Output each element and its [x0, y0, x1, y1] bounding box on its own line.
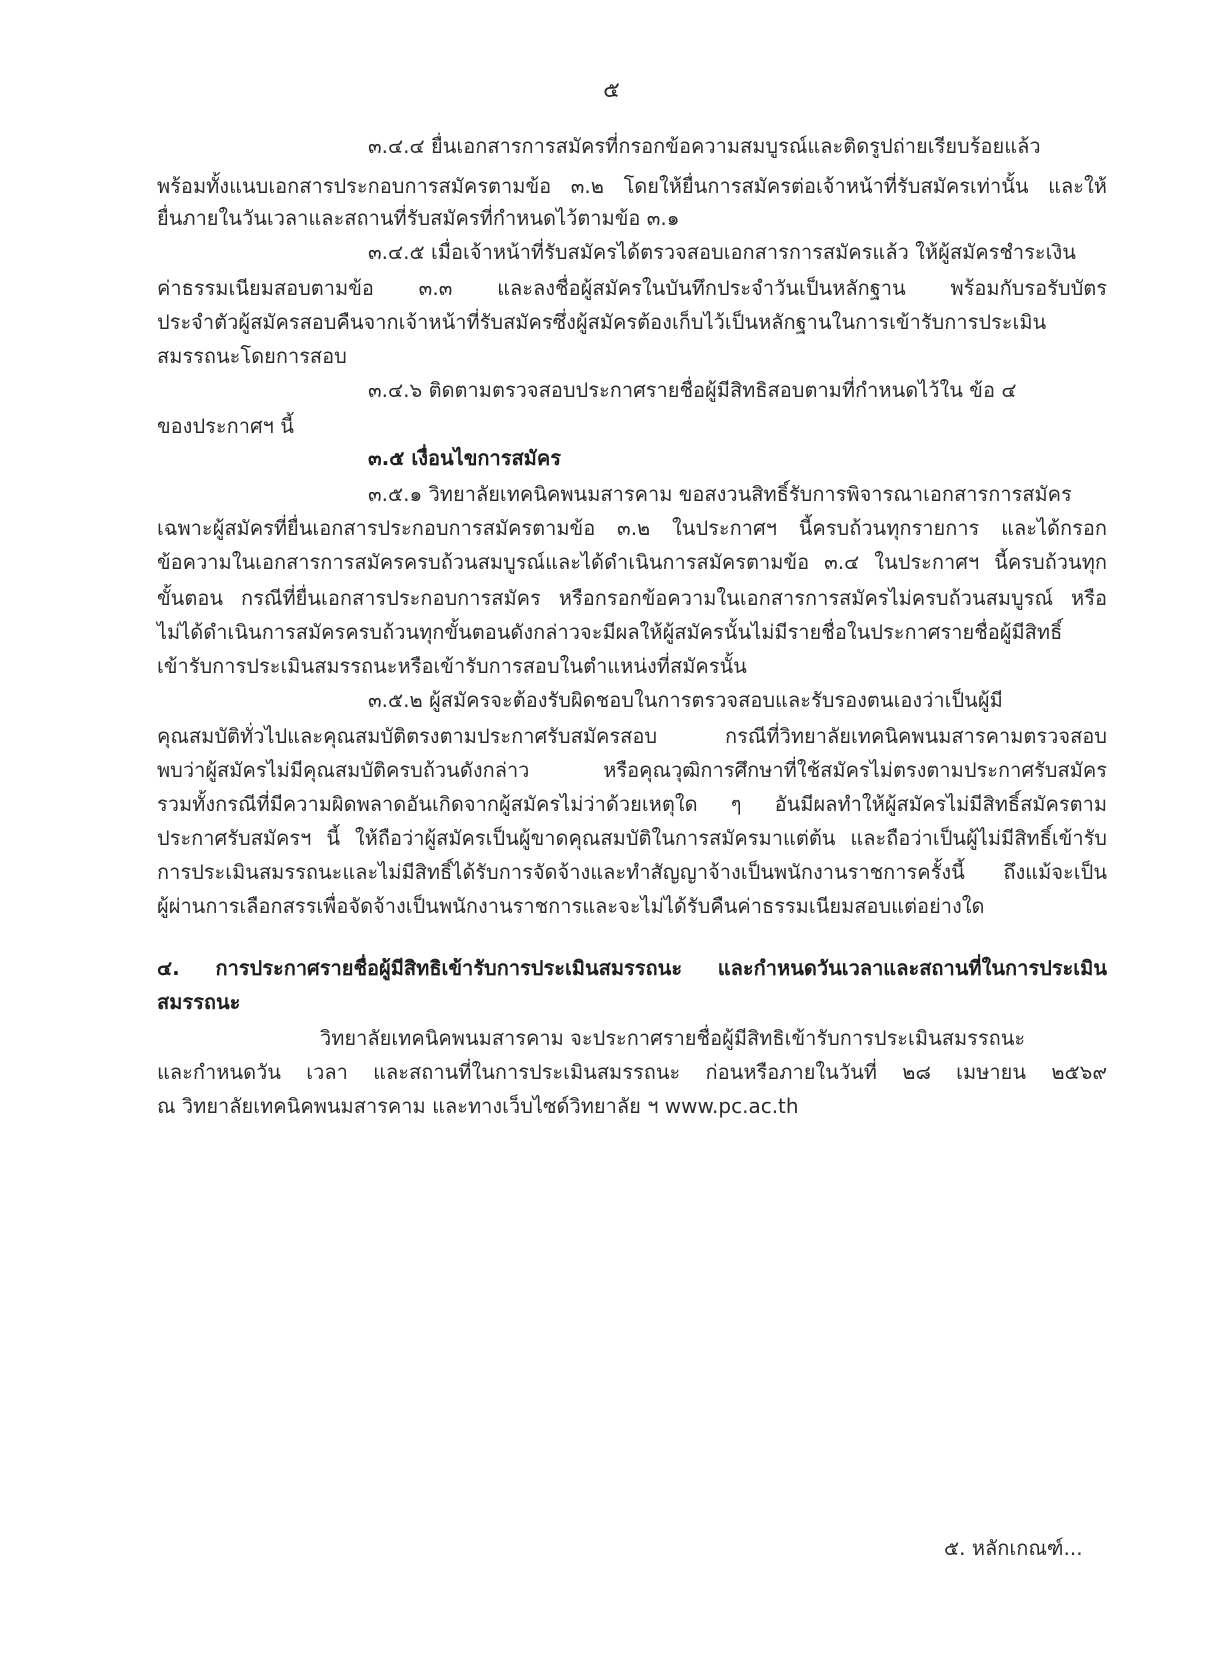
item-3-5-2-line-1: ๓.๕.๒ ผู้สมัครจะต้องรับผิดชอบในการตรวจสอบและรับรองตนเองว่าเป็นผู้มี [368, 688, 1003, 712]
item-3-5-1-line-5: ไม่ได้ดำเนินการสมัครครบถ้วนทุกขั้นตอนดังกล่าวจะมีผลให้ผู้สมัครนั้นไม่มีรายชื่อในประกาศรายชื่อผู้มีสิทธิ์ [157, 620, 1063, 644]
continuation-note: ๕. หลักเกณฑ์... [944, 1536, 1083, 1560]
item-3-5-1-line-1: ๓.๕.๑ วิทยาลัยเทคนิคพนมสารคาม ขอสงวนสิทธิ์รับการพิจารณาเอกสารการสมัคร [368, 482, 1072, 506]
item-3-5-2-line-4: รวมทั้งกรณีที่มีความผิดพลาดอันเกิดจากผู้สมัครไม่ว่าด้วยเหตุใด ๆ อันมีผลทำให้ผู้สมัครไม่มีสิทธิ์สมัครตาม [157, 792, 1107, 816]
item-3-4-5-line-1: ๓.๔.๕ เมื่อเจ้าหน้าที่รับสมัครได้ตรวจสอบเอกสารการสมัครแล้ว ให้ผู้สมัครชำระเงิน [368, 240, 1076, 264]
section-4-body-line-1: วิทยาลัยเทคนิคพนมสารคาม จะประกาศรายชื่อผู้มีสิทธิเข้ารับการประเมินสมรรถนะ [320, 1026, 1026, 1050]
section-4-heading-line-1: ๔. การประกาศรายชื่อผู้มีสิทธิเข้ารับการประเมินสมรรถนะ และกำหนดวันเวลาและสถานที่ในการประเมิน [157, 956, 1107, 980]
item-3-4-6-line-2: ของประกาศฯ นี้ [157, 414, 294, 438]
item-3-4-5-line-3: ประจำตัวผู้สมัครสอบคืนจากเจ้าหน้าที่รับสมัครซึ่งผู้สมัครต้องเก็บไว้เป็นหลักฐานในการเข้ารับการประเมิน [157, 310, 1047, 334]
section-4-heading-line-2: สมรรถนะ [157, 990, 241, 1014]
item-3-5-2-line-7: ผู้ผ่านการเลือกสรรเพื่อจัดจ้างเป็นพนักงานราชการและจะไม่ได้รับคืนค่าธรรมเนียมสอบแต่อย่างใด [157, 894, 985, 918]
item-3-5-2-line-5: ประกาศรับสมัครฯ นี้ ให้ถือว่าผู้สมัครเป็นผู้ขาดคุณสมบัติในการสมัครมาแต่ต้น และถือว่าเป็นผู้ไม่มีสิทธิ์เข้ารับ [157, 826, 1107, 850]
item-3-5-1-line-6: เข้ารับการประเมินสมรรถนะหรือเข้ารับการสอบในตำแหน่งที่สมัครนั้น [157, 654, 747, 678]
item-3-4-4-line-3: ยื่นภายในวันเวลาและสถานที่รับสมัครที่กำหนดไว้ตามข้อ ๓.๑ [157, 206, 680, 230]
item-3-5-1-line-2: เฉพาะผู้สมัครที่ยื่นเอกสารประกอบการสมัครตามข้อ ๓.๒ ในประกาศฯ นี้ครบถ้วนทุกรายการ และได้กรอก [157, 516, 1107, 540]
item-3-5-1-line-3: ข้อความในเอกสารการสมัครครบถ้วนสมบูรณ์และได้ดำเนินการสมัครตามข้อ ๓.๔ ในประกาศฯ นี้ครบถ้วนทุก [157, 550, 1107, 574]
item-3-5-1-line-4: ขั้นตอน กรณีที่ยื่นเอกสารประกอบการสมัคร หรือกรอกข้อความในเอกสารการสมัครไม่ครบถ้วนสมบูรณ์ หรือ [157, 586, 1107, 610]
item-3-5-2-line-2: คุณสมบัติทั่วไปและคุณสมบัติตรงตามประกาศรับสมัครสอบ กรณีที่วิทยาลัยเทคนิคพนมสารคามตรวจสอบ [157, 724, 1107, 748]
item-3-4-4-line-2: พร้อมทั้งแนบเอกสารประกอบการสมัครตามข้อ ๓.๒ โดยให้ยื่นการสมัครต่อเจ้าหน้าที่รับสมัครเท่านั้น และให้ [157, 174, 1107, 198]
item-3-4-4-line-1: ๓.๔.๔ ยื่นเอกสารการสมัครที่กรอกข้อความสมบูรณ์และติดรูปถ่ายเรียบร้อยแล้ว [368, 134, 1041, 158]
item-3-5-2-line-6: การประเมินสมรรถนะและไม่มีสิทธิ์ได้รับการจัดจ้างและทำสัญญาจ้างเป็นพนักงานราชการครั้งนี้ ถึงแม้จะเป็น [157, 860, 1107, 884]
item-3-4-6-line-1: ๓.๔.๖ ติดตามตรวจสอบประกาศรายชื่อผู้มีสิทธิสอบตามที่กำหนดไว้ใน ข้อ ๔ [368, 378, 1017, 402]
item-3-4-5-line-4: สมรรถนะโดยการสอบ [157, 344, 347, 368]
item-3-5-2-line-3: พบว่าผู้สมัครไม่มีคุณสมบัติครบถ้วนดังกล่าว หรือคุณวุฒิการศึกษาที่ใช้สมัครไม่ตรงตามประกาศรับสมัคร [157, 758, 1107, 782]
section-4-body-line-2: และกำหนดวัน เวลา และสถานที่ในการประเมินสมรรถนะ ก่อนหรือภายในวันที่ ๒๘ เมษายน ๒๕๖๙ [157, 1060, 1107, 1084]
page-number: ๕ [603, 78, 620, 103]
section-4-body-line-3: ณ วิทยาลัยเทคนิคพนมสารคาม และทางเว็บไซด์วิทยาลัย ฯ www.pc.ac.th [157, 1094, 799, 1118]
section-3-5-heading: ๓.๕ เงื่อนไขการสมัคร [368, 446, 561, 470]
item-3-4-5-line-2: ค่าธรรมเนียมสอบตามข้อ ๓.๓ และลงชื่อผู้สมัครในบันทึกประจำวันเป็นหลักฐาน พร้อมกับรอรับบัตร [157, 276, 1107, 300]
